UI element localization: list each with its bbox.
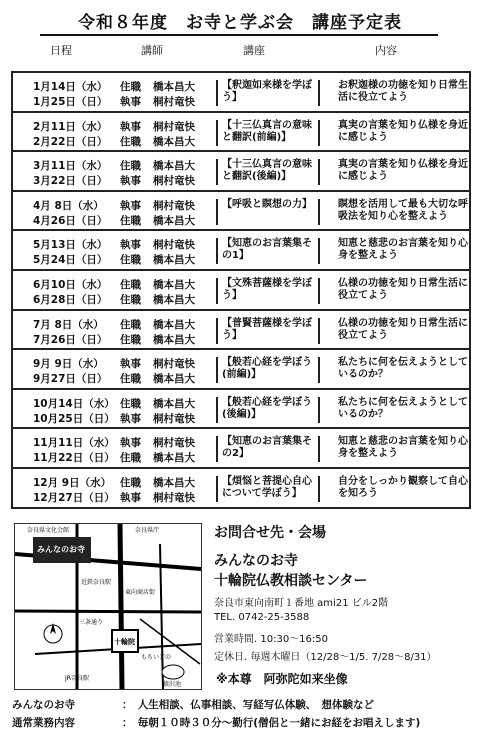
row-content: 知恵と慈悲のお言葉を知り心身を整えよう xyxy=(338,436,468,460)
row-role: 執事 xyxy=(120,492,141,504)
row-role: 執事 xyxy=(120,437,141,450)
row-lecturer: 桐村竜快 xyxy=(153,437,195,450)
phone: TEL. 0742-25-3588 xyxy=(214,612,310,623)
row-lecturer: 橋本昌大 xyxy=(153,214,195,227)
map-label-kintetsu: 近鉄奈良駅 xyxy=(81,579,112,586)
row-role: 執事 xyxy=(120,358,141,371)
schedule-row xyxy=(13,311,469,351)
row-lecturer: 橋本昌大 xyxy=(153,279,195,291)
row-content: お釈迦様の功徳を知り日常生活に役立てよう xyxy=(338,80,468,103)
access-map xyxy=(14,523,202,690)
row-role: 執事 xyxy=(120,239,141,252)
row-lecturer: 桐村竜快 xyxy=(153,412,195,425)
row-date: 3月11日（水） xyxy=(33,160,108,173)
row-lecturer: 橋本昌大 xyxy=(153,294,195,306)
row-role: 住職 xyxy=(120,294,141,306)
row-date: 7月 8日（水） xyxy=(33,318,104,331)
contact-heading: お問合せ先・会場 xyxy=(214,525,326,541)
row-content: 私たちに何を伝えようとしているのか？ xyxy=(338,357,468,381)
header-content: 内容 xyxy=(375,44,397,57)
row-role: 住職 xyxy=(120,373,141,386)
row-date: 5月13日（水） xyxy=(33,239,108,252)
row-date: 12月 9日（水） xyxy=(33,477,112,489)
map-label-jr: JR奈良駅 xyxy=(65,675,89,682)
schedule-row xyxy=(13,192,469,232)
row-content: 自分をしっかり観察して自心を知ろう xyxy=(338,476,468,499)
row-lecture-title: 【知恵のお言葉集その1】 xyxy=(216,238,320,264)
row-lecture-title: 【知恵のお言葉集その2】 xyxy=(216,436,320,462)
venue-center-name: 十輪院仏教相談センター xyxy=(214,573,368,589)
row-role: 住職 xyxy=(120,81,141,93)
row-lecturer: 桐村竜快 xyxy=(153,358,195,371)
schedule-row xyxy=(13,429,469,469)
bottom-text-1: ： 人生相談、仏事相談、写経写仏体験、 想体験など xyxy=(122,699,374,711)
row-lecturer: 桐村竜快 xyxy=(153,492,195,504)
row-lecture-title: 【普賢菩薩様を学ぼう】 xyxy=(216,318,320,344)
honzon-note: ※本尊 阿弥陀如来坐像 xyxy=(216,672,348,686)
row-lecture-title: 【釈迦如来様を学ぼう】 xyxy=(216,80,320,106)
bottom-label-1: みんなのお寺 xyxy=(12,699,75,711)
row-role: 執事 xyxy=(120,412,141,425)
row-role: 執事 xyxy=(120,175,141,188)
header-date: 日程 xyxy=(50,44,72,57)
schedule-row xyxy=(13,231,469,271)
row-lecturer: 橋本昌大 xyxy=(153,254,195,267)
map-label-kencho: 奈良県庁 xyxy=(135,527,160,534)
row-role: 住職 xyxy=(120,279,141,291)
row-content: 知恵と慈悲のお言葉を知り心身を整えよう xyxy=(338,238,468,262)
row-date: 9月27日（日） xyxy=(33,373,108,386)
row-lecture-title: 【般若心経を学ぼう(後編)】 xyxy=(216,397,320,423)
row-date: 10月14日（水） xyxy=(33,397,115,410)
row-role: 住職 xyxy=(120,333,141,346)
row-role: 住職 xyxy=(120,318,141,331)
map-label-sanjo: 三条通り xyxy=(79,619,104,626)
row-role: 住職 xyxy=(120,477,141,489)
row-lecture-title: 【呼吸と瞑想の力】 xyxy=(216,199,320,225)
row-lecture-title: 【十三仏真言の意味と翻訳(前編)】 xyxy=(216,120,320,146)
row-role: 住職 xyxy=(120,397,141,410)
row-lecturer: 橋本昌大 xyxy=(153,81,195,93)
row-role: 執事 xyxy=(120,199,141,212)
row-date: 5月24日（日） xyxy=(33,254,108,267)
row-lecturer: 橋本昌大 xyxy=(153,452,195,465)
row-lecturer: 桐村竜快 xyxy=(153,96,195,108)
header-lecture: 講座 xyxy=(243,44,265,57)
map-label-sarusawa: 猿沢池 xyxy=(163,681,182,688)
row-role: 住職 xyxy=(120,160,141,173)
row-lecturer: 橋本昌大 xyxy=(153,373,195,386)
schedule-row xyxy=(13,73,469,113)
row-lecturer: 桐村竜快 xyxy=(153,120,195,133)
row-lecturer: 橋本昌大 xyxy=(153,318,195,331)
row-lecture-title: 【般若心経を学ぼう(前編)】 xyxy=(216,357,320,383)
row-lecturer: 橋本昌大 xyxy=(153,477,195,489)
row-content: 仏様の功徳を知り日常生活に役立てよう xyxy=(338,317,468,341)
row-content: 真実の言葉を知り仏様を身近に感じよう xyxy=(338,119,468,143)
row-date: 4月 8日（水） xyxy=(33,199,104,212)
row-date: 6月28日（日） xyxy=(33,294,108,306)
map-label-higashimuki: 東向商店街 xyxy=(125,589,156,596)
row-date: 6月10日（水） xyxy=(33,279,108,291)
row-date: 1月14日（水） xyxy=(33,81,108,93)
row-lecturer: 桐村竜快 xyxy=(153,239,195,252)
row-date: 12月27日（日） xyxy=(33,492,115,504)
row-role: 住職 xyxy=(120,452,141,465)
map-label-bunka: 奈良県文化会館 xyxy=(27,527,70,534)
row-role: 執事 xyxy=(120,96,141,108)
row-date: 2月11日（水） xyxy=(33,120,108,133)
map-label-mochiidono: もちいどの xyxy=(141,654,172,661)
bottom-label-2: 通常業務内容 xyxy=(12,717,75,729)
row-content: 仏様の功徳を知り日常生活に役立てよう xyxy=(338,278,468,301)
bottom-text-2: ： 毎朝１０時３０分～勤行(僧侶と一緒にお経をお唱えします) xyxy=(122,717,421,729)
row-date: 4月26日（日） xyxy=(33,214,108,227)
row-date: 11月11日（水） xyxy=(33,437,115,450)
row-date: 1月25日（日） xyxy=(33,96,108,108)
row-date: 11月22日（日） xyxy=(33,452,115,465)
row-lecture-title: 【文殊菩薩様を学ぼう】 xyxy=(216,278,320,304)
row-content: 真実の言葉を知り仏様を身近に感じよう xyxy=(338,159,468,183)
map-drawing xyxy=(15,524,201,689)
venue-name: みんなのお寺 xyxy=(214,553,298,569)
row-date: 9月 9日（水） xyxy=(33,358,104,371)
map-label-jurinin: 十輪院 xyxy=(114,638,135,646)
row-date: 7月26日（日） xyxy=(33,333,108,346)
page-title: 令和８年度 お寺と学ぶ会 講座予定表 xyxy=(78,13,402,33)
title-underline xyxy=(40,34,438,36)
schedule-row xyxy=(13,469,469,509)
row-lecture-title: 【十三仏真言の意味と翻訳(後編)】 xyxy=(216,159,320,185)
row-role: 住職 xyxy=(120,135,141,148)
header-lecturer: 講師 xyxy=(141,44,163,57)
address: 奈良市東向南町１番地 ami21 ビル2階 xyxy=(214,598,389,609)
row-date: 2月22日（日） xyxy=(33,135,108,148)
schedule-row xyxy=(13,152,469,192)
row-role: 住職 xyxy=(120,214,141,227)
schedule-row xyxy=(13,350,469,390)
row-lecture-title: 【煩悩と菩提心自心について学ぼう】 xyxy=(216,476,320,502)
row-lecturer: 橋本昌大 xyxy=(153,160,195,173)
row-lecturer: 橋本昌大 xyxy=(153,397,195,410)
map-box-label: みんなのお寺 xyxy=(37,545,85,554)
schedule-row xyxy=(13,271,469,311)
holidays: 定休日. 毎週木曜日（12/28～1/5. 7/28～8/31） xyxy=(214,652,437,663)
row-role: 住職 xyxy=(120,254,141,267)
business-hours: 営業時間. 10:30～16:50 xyxy=(214,634,328,645)
schedule-row xyxy=(13,390,469,430)
row-lecturer: 橋本昌大 xyxy=(153,135,195,148)
schedule-row xyxy=(13,113,469,153)
schedule-table xyxy=(11,71,471,509)
row-content: 瞑想を活用して最も大切な呼吸法を知り心を整えよう xyxy=(338,198,468,222)
row-content: 私たちに何を伝えようとしているのか？ xyxy=(338,396,468,420)
row-lecturer: 橋本昌大 xyxy=(153,333,195,346)
row-date: 10月25日（日） xyxy=(33,412,115,425)
row-lecturer: 桐村竜快 xyxy=(153,199,195,212)
row-lecturer: 桐村竜快 xyxy=(153,175,195,188)
row-date: 3月22日（日） xyxy=(33,175,108,188)
row-role: 執事 xyxy=(120,120,141,133)
